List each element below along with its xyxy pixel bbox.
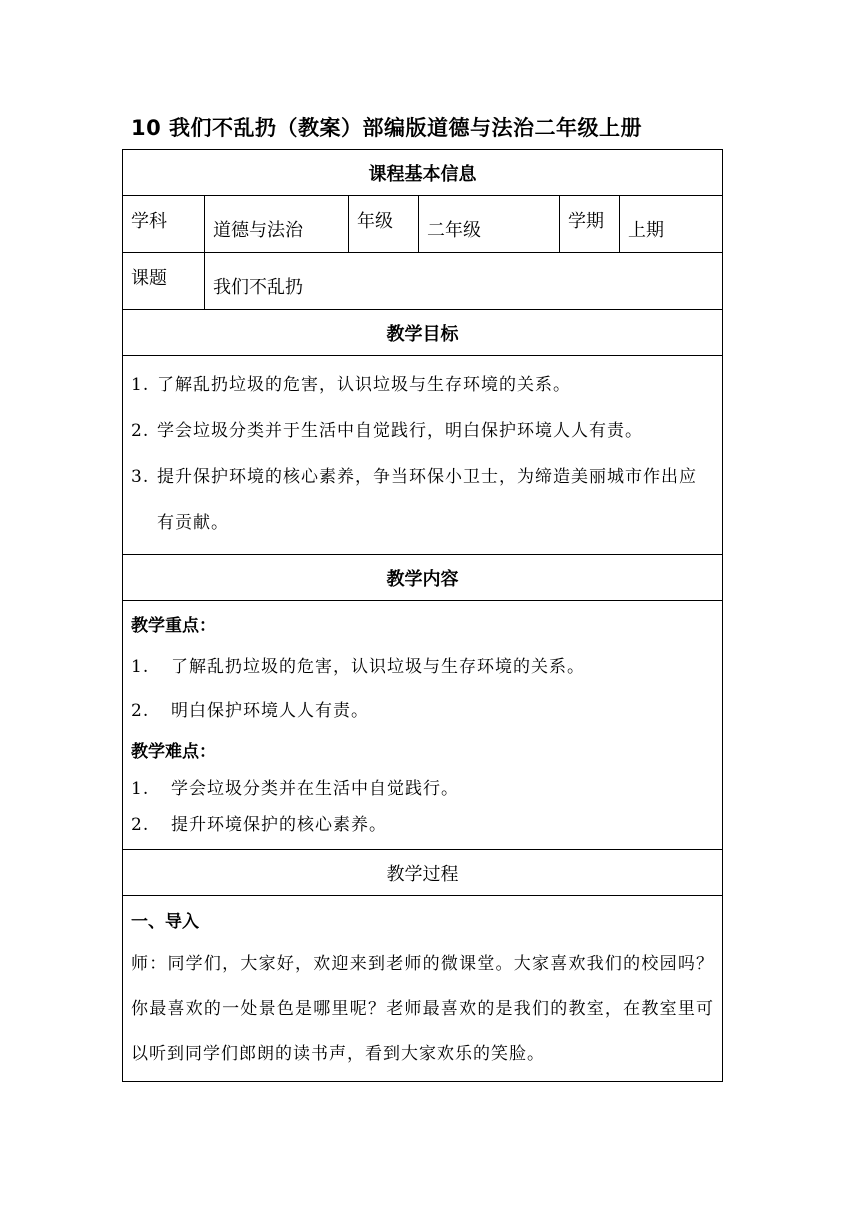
objective-number: 3. bbox=[131, 467, 150, 487]
difficulty-item bbox=[131, 771, 714, 807]
difficulty-text: 学会垃圾分类并在生活中自觉践行。 bbox=[171, 779, 459, 799]
difficulties-title: 教学难点： bbox=[131, 742, 216, 762]
objective-number: 2. bbox=[131, 421, 150, 441]
key-point-number: 1. bbox=[131, 657, 150, 677]
intro-section-title: 一、导入 bbox=[131, 912, 199, 932]
lesson-plan-table bbox=[122, 149, 723, 1082]
subject-value: 道德与法治 bbox=[205, 196, 349, 253]
grade-value: 二年级 bbox=[419, 196, 560, 253]
document-title: 10 我们不乱扔（教案）部编版道德与法治二年级上册 bbox=[131, 116, 643, 140]
key-points-title: 教学重点： bbox=[131, 616, 216, 636]
key-point-text: 了解乱扔垃圾的危害，认识垃圾与生存环境的关系。 bbox=[171, 657, 585, 677]
objective-item bbox=[131, 454, 714, 546]
content-body bbox=[123, 601, 723, 850]
objectives-list bbox=[123, 356, 723, 555]
objective-text: 提升保护环境的核心素养，争当环保小卫士，为缔造美丽城市作出应有贡献。 bbox=[157, 467, 697, 533]
difficulty-item bbox=[131, 807, 714, 843]
difficulty-number: 2. bbox=[131, 815, 150, 835]
basic-info-header: 课程基本信息 bbox=[123, 150, 723, 196]
objective-item bbox=[131, 362, 714, 408]
key-point-number: 2. bbox=[131, 701, 150, 721]
term-value: 上期 bbox=[620, 196, 723, 253]
objective-number: 1. bbox=[131, 375, 150, 395]
key-point-item bbox=[131, 689, 714, 733]
difficulty-number: 1. bbox=[131, 779, 150, 799]
process-header: 教学过程 bbox=[123, 850, 723, 896]
difficulty-text: 提升环境保护的核心素养。 bbox=[171, 815, 387, 835]
objective-item bbox=[131, 408, 714, 454]
objective-text: 学会垃圾分类并于生活中自觉践行，明白保护环境人人有责。 bbox=[157, 421, 643, 441]
key-point-item bbox=[131, 645, 714, 689]
objective-text: 了解乱扔垃圾的危害，认识垃圾与生存环境的关系。 bbox=[157, 375, 571, 395]
topic-label: 课题 bbox=[123, 253, 205, 310]
objectives-header: 教学目标 bbox=[123, 310, 723, 356]
intro-paragraph: 师：同学们，大家好，欢迎来到老师的微课堂。大家喜欢我们的校园吗？你最喜欢的一处景色是哪里呢？老师最喜欢的是我们的教室，在教室里可以听到同学们郎朗的读书声，看到大家欢乐的笑脸。 bbox=[131, 954, 715, 1064]
grade-label: 年级 bbox=[349, 196, 419, 253]
term-label: 学期 bbox=[560, 196, 620, 253]
subject-label: 学科 bbox=[123, 196, 205, 253]
topic-value: 我们不乱扔 bbox=[205, 253, 723, 310]
key-point-text: 明白保护环境人人有责。 bbox=[171, 701, 369, 721]
content-header: 教学内容 bbox=[123, 555, 723, 601]
process-body bbox=[123, 896, 723, 1082]
